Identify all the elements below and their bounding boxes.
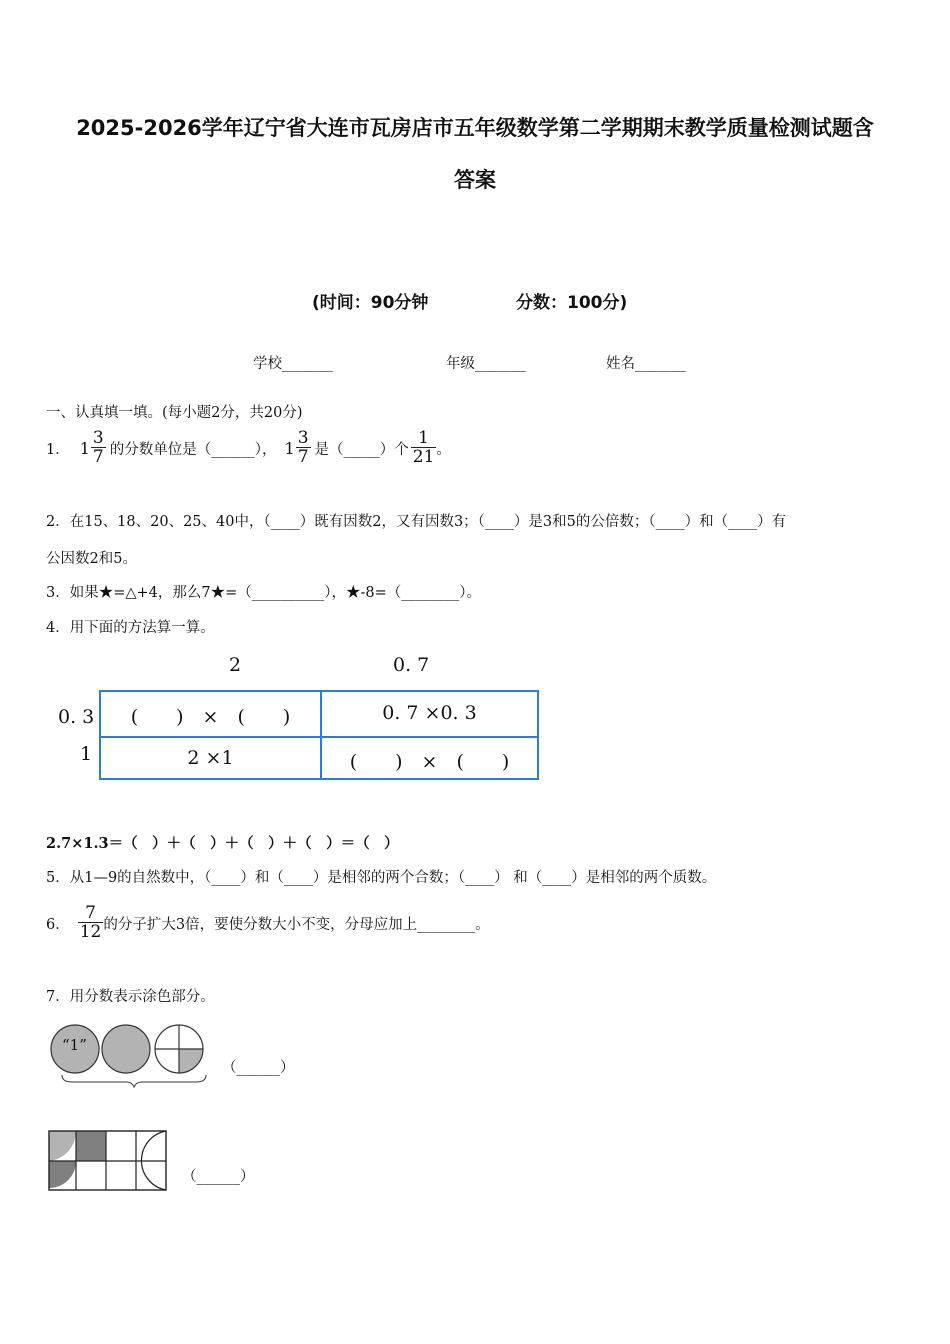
grid-cell-4[interactable]: ( ) × ( )	[349, 751, 510, 773]
row-label-0.3: 0. 3	[58, 706, 95, 728]
question-5: 5．从1—9的自然数中，（____）和（____）是相邻的两个合数；（____） 和（____）是相邻的两个质数。	[46, 870, 717, 886]
q1-text-3: 。	[436, 441, 451, 458]
q6-numerator: 7	[85, 903, 96, 923]
q1-text-2: 是（_____）个	[314, 441, 409, 458]
question-7: 7．用分数表示涂色部分。	[46, 989, 215, 1005]
q1-frac3-numerator: 1	[418, 428, 429, 448]
q1-whole-2: 1	[284, 438, 295, 458]
q1-fraction-2	[296, 430, 311, 466]
question-1	[46, 426, 451, 470]
question-6	[46, 900, 490, 946]
q1-text-1: 的分数单位是（______），	[109, 441, 277, 458]
q1-whole-1: 1	[79, 438, 90, 458]
q6-text: 的分子扩大3倍，要使分数大小不变，分母应加上________。	[103, 916, 490, 933]
q1-frac2-denominator: 7	[297, 447, 309, 467]
light-shaded-semicircle	[49, 1131, 76, 1161]
q6-fraction	[78, 905, 104, 941]
q1-frac2-numerator: 3	[297, 428, 309, 448]
question-4: 4．用下面的方法算一算。	[46, 620, 215, 636]
q1-fraction-1	[91, 430, 106, 466]
time-label: (时间：90分钟	[312, 293, 429, 313]
q4-equation: 2.7×1.3＝（ ）＋（ ）＋（ ）＋（ ）＝（ ）	[46, 835, 399, 852]
q1-number: 1．	[46, 441, 70, 458]
page-title: 2025-2026学年辽宁省大连市瓦房店市五年级数学第二学期期末教学质量检测试题含	[76, 116, 874, 140]
question-2-line1: 2．在15、18、20、25、40中，（____）既有因数2，又有因数3；（____）是3和5的公倍数；（____）和（____）有	[46, 514, 787, 530]
answer-blank-2[interactable]: （______）	[182, 1169, 255, 1185]
q6-denominator: 12	[79, 922, 102, 942]
dark-quarter	[49, 1161, 76, 1188]
grid-cell-1[interactable]: ( ) × ( )	[130, 706, 291, 728]
name-field[interactable]: 姓名_______	[606, 356, 686, 372]
page-title-line2: 答案	[454, 168, 496, 192]
col-label-0.7: 0. 7	[393, 654, 430, 676]
question-3: 3．如果★=△+4，那么7★=（__________），★-8=（________）。	[46, 585, 482, 601]
multiplication-grid	[99, 690, 539, 780]
grade-field[interactable]: 年级_______	[446, 356, 526, 372]
q1-mixed-number-2	[285, 430, 311, 466]
q1-frac3-denominator: 21	[412, 447, 435, 467]
circles-figure	[46, 1020, 211, 1090]
question-2-line2: 公因数2和5。	[46, 551, 137, 567]
grid-cell-2: 0. 7 ×0. 3	[382, 702, 477, 724]
q1-mixed-number-1	[80, 430, 106, 466]
section-heading: 一、认真填一填。(每小题2分，共20分)	[46, 405, 303, 421]
q1-frac1-numerator: 3	[92, 428, 104, 448]
brace-icon	[62, 1075, 206, 1087]
q6-number: 6．	[46, 916, 70, 933]
school-field[interactable]: 学校_______	[253, 356, 333, 372]
q1-fraction-3	[411, 430, 437, 466]
score-label: 分数：100分)	[516, 293, 628, 313]
grid-cell-3: 2 ×1	[187, 747, 234, 769]
shaded-circle-2	[102, 1025, 150, 1073]
col-label-2: 2	[229, 654, 242, 676]
dark-shaded-square	[76, 1131, 106, 1161]
answer-blank-1[interactable]: （______）	[222, 1060, 295, 1076]
circle-one-label: “1”	[62, 1036, 87, 1054]
grid-figure	[46, 1128, 171, 1194]
row-label-1: 1	[80, 743, 93, 765]
q1-frac1-denominator: 7	[92, 447, 104, 467]
